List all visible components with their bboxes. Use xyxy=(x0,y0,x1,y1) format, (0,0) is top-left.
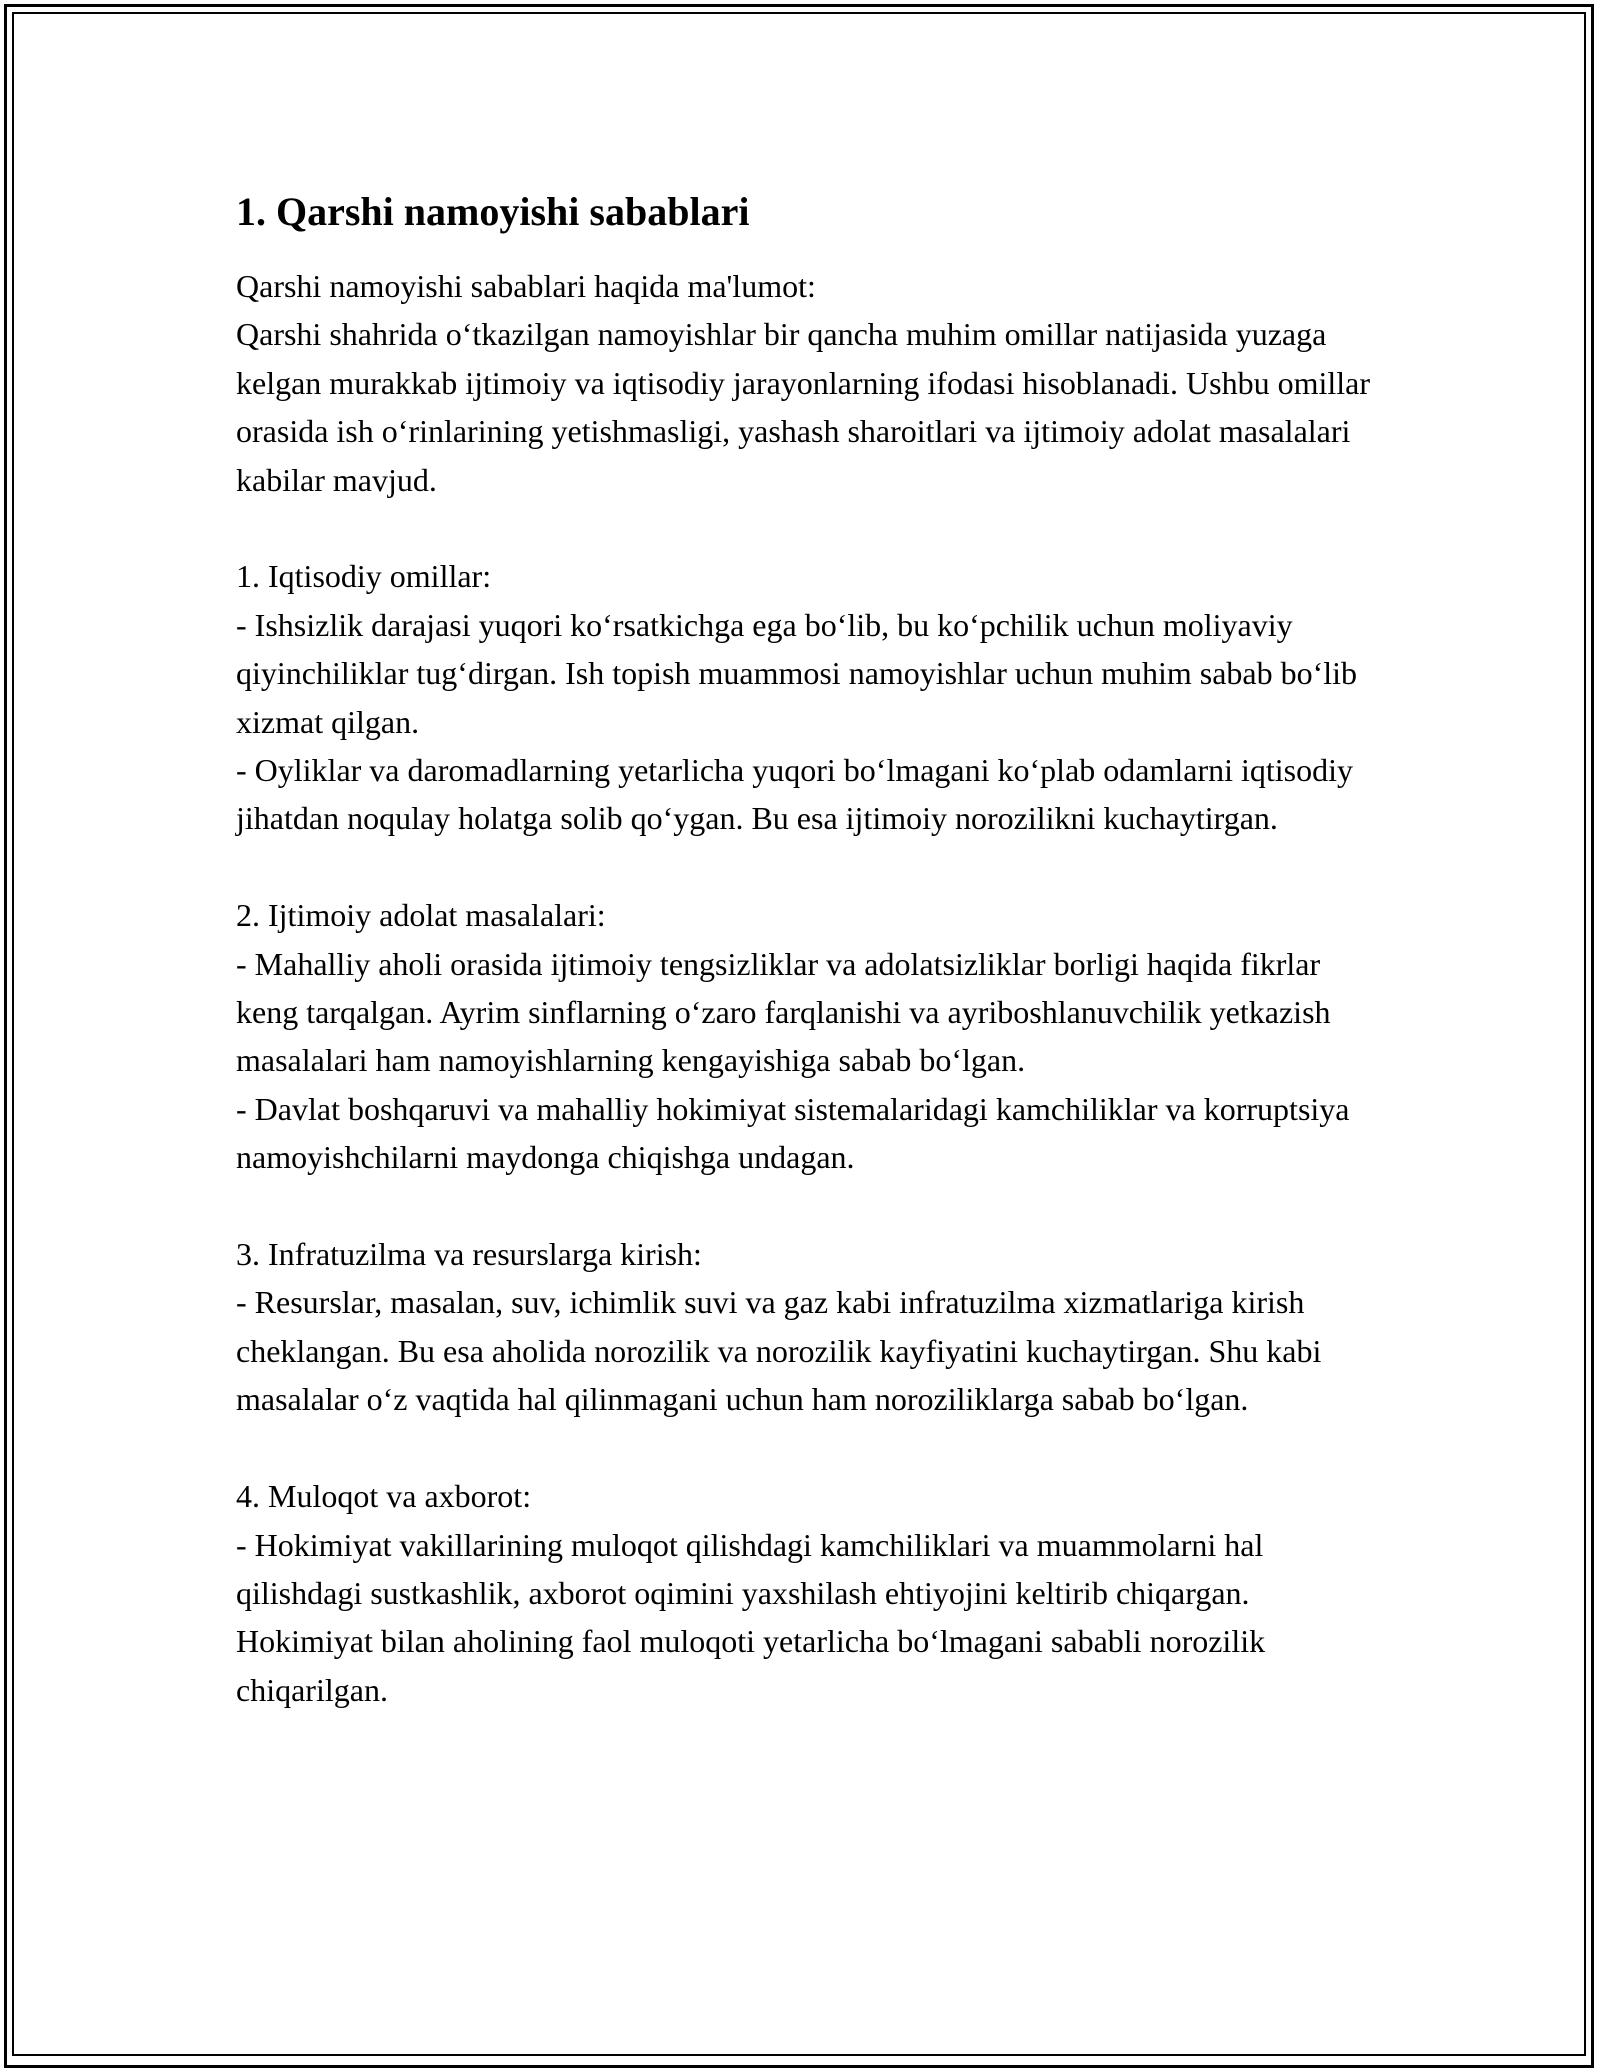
section-bullet: - Davlat boshqaruvi va mahalliy hokimiyat sistemalaridagi kamchiliklar va korruptsiya namoyishchilarni maydonga chiqishga undagan. xyxy=(236,1090,1350,1176)
section-bullet: - Mahalliy aholi orasida ijtimoiy tengsizliklar va adolatsizliklar borligi haqida fikrlar keng tarqalgan. Ayrim sinflarning o‘zaro farqlanishi va ayriboshlanuvchilik yetkazish masalalari ham namoyishlarning kengayishiga sabab bo‘lgan. xyxy=(236,945,1331,1079)
section-heading: 4. Muloqot va axborot: xyxy=(236,1478,532,1515)
section-heading: 3. Infratuzilma va resurslarga kirish: xyxy=(236,1236,702,1273)
section-bullet: - Ishsizlik darajasi yuqori ko‘rsatkichga ega bo‘lib, bu ko‘pchilik uchun moliyaviy qiyinchiliklar tug‘dirgan. Ish topish muammosi namoyishlar uchun muhim sabab bo‘lib xizmat qilgan. xyxy=(236,606,1358,740)
section-heading: 2. Ijtimoiy adolat masalalari: xyxy=(236,897,606,934)
section-communication xyxy=(236,1472,1376,1714)
spacer xyxy=(236,1424,1376,1472)
section-heading: 1. Iqtisodiy omillar: xyxy=(236,558,492,595)
intro-paragraph: Qarshi shahrida o‘tkazilgan namoyishlar bir qancha muhim omillar natijasida yuzaga kelgan murakkab ijtimoiy va iqtisodiy jarayonlarning ifodasi hisoblanadi. Ushbu omillar orasida ish o‘rinlarining yetishmasligi, yashash sharoitlari va ijtimoiy adolat masalalari kabilar mavjud. xyxy=(236,316,1371,498)
document-body xyxy=(236,186,1376,1714)
section-bullet: - Hokimiyat vakillarining muloqot qilishdagi kamchiliklari va muammolarni hal qilishdagi sustkashlik, axborot oqimini yaxshilash ehtiyojini keltirib chiqargan. Hokimiyat bilan aholining faol muloqoti yetarlicha bo‘lmagani sababli norozilik chiqarilgan. xyxy=(236,1526,1266,1708)
intro-label: Qarshi namoyishi sabablari haqida ma'lumot: xyxy=(236,268,816,304)
section-social-justice xyxy=(236,891,1376,1181)
spacer xyxy=(236,504,1376,552)
spacer xyxy=(236,1182,1376,1230)
section-economic xyxy=(236,552,1376,842)
section-infrastructure xyxy=(236,1230,1376,1424)
spacer xyxy=(236,843,1376,891)
section-bullet: - Resurslar, masalan, suv, ichimlik suvi va gaz kabi infratuzilma xizmatlariga kirish cheklangan. Bu esa aholida norozilik va norozilik kayfiyatini kuchaytirgan. Shu kabi masalalar o‘z vaqtida hal qilinmagani uchun ham noroziliklarga sabab bo‘lgan. xyxy=(236,1284,1322,1418)
section-bullet: - Oyliklar va daromadlarning yetarlicha yuqori bo‘lmagani ko‘plab odamlarni iqtisodiy jihatdan noqulay holatga solib qo‘ygan. Bu esa ijtimoiy norozilikni kuchaytirgan. xyxy=(236,752,1354,837)
document-title: 1. Qarshi namoyishi sabablari xyxy=(236,189,750,234)
